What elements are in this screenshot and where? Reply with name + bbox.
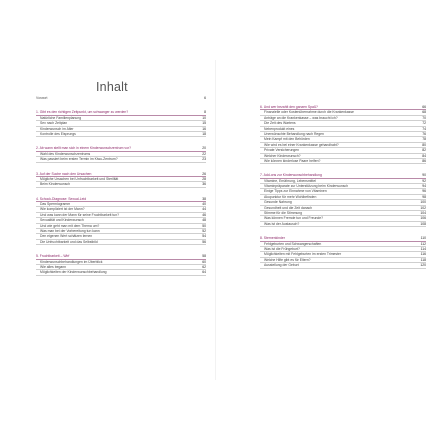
toc-entry-title: Was ist die Frühgeburt? (264, 246, 300, 251)
toc-page-number: 66 (422, 105, 426, 109)
toc-entry-title: Private Versicherungen (264, 148, 300, 153)
toc-entry-title: 2. Ab wann stellt man sich in einem Kinderwunschzentrum vor? (36, 146, 131, 151)
toc-entry-title: Wie alles begann (40, 264, 67, 269)
toc-entry-title: 6. Und wer bezahlt den ganzen Spaß? (260, 105, 318, 109)
toc-entry-title: 1. Gibt es den richtigen Zeitpunkt, um schwanger zu werden? (36, 110, 129, 115)
toc-page-number: 86 (422, 158, 426, 163)
toc-page-number: 10 (202, 115, 206, 120)
toc-page-number: 104 (420, 211, 426, 216)
toc-entry-title: Was passiert beim ersten Termin im Kiwu-Zentrum? (40, 157, 118, 162)
toc-page-number: 23 (202, 157, 206, 162)
toc-entry-title: Ausstellung der Geburt (264, 263, 299, 268)
toc-page-number: 94 (422, 184, 426, 189)
toc-entry-title: Den eigenen Wert schätzen lernen (40, 234, 93, 239)
toc-entry-title: Welcher Kinderwunsch? (264, 153, 301, 158)
toc-page-number: 108 (420, 221, 426, 226)
toc-page-number: 6 (204, 96, 206, 100)
toc-page-number: 84 (422, 153, 426, 158)
toc-page-number: 96 (422, 189, 426, 194)
toc-entry-title: 3. Auf der Suche nach den Ursachen (36, 171, 92, 176)
toc-page-number: 54 (202, 234, 206, 239)
toc-entry-title: Welche Hilfe gibt es für Eltern? (264, 257, 311, 262)
toc-page-number: 74 (422, 126, 426, 131)
toc-page-number: 92 (422, 178, 426, 183)
toc-page-number: 110 (420, 236, 426, 241)
toc-entry (36, 157, 206, 162)
toc-page-number: 48 (202, 218, 206, 223)
toc-entry-title: 5. Fruchtbarkeit – Wirf (36, 254, 70, 259)
toc-page-number: 76 (422, 131, 426, 136)
toc-page-number: 46 (202, 212, 206, 217)
toc-entry-title: Einige Tipps zur Einnahme von Vitaminen (264, 189, 327, 194)
toc-preface (36, 96, 206, 101)
toc-entry-title: 7. Add-ons zur Kinderwunschbehandlung (260, 173, 322, 178)
toc-page-number: 90 (422, 173, 426, 178)
toc-page-number: 20 (202, 146, 206, 151)
toc-entry-title: Vitamine, Ernährung, Lebensmittel (264, 178, 316, 183)
toc-entry (260, 263, 426, 268)
toc-entry-title: Und wie geht man mit dem Thema um? (40, 223, 100, 228)
toc-entry-title: Was man bei der Vorbereitung tun kann (40, 229, 100, 234)
toc-page-number: 116 (420, 252, 426, 257)
toc-page-number: 114 (420, 246, 426, 251)
toc-entry-title: Kinderwunsch im Alter (40, 126, 74, 131)
toc-page-number: 98 (422, 194, 426, 199)
toc-page-number: 112 (420, 241, 426, 246)
toc-page-number: 60 (202, 259, 206, 264)
toc-entry-title: Unerwünschte Behandlung nach Regen (264, 131, 324, 136)
toc-entry-title: Das Spermiogramm (40, 202, 71, 207)
toc-page-number: 106 (420, 216, 426, 221)
toc-page-number: 102 (420, 205, 426, 210)
toc-page-number: 52 (202, 229, 206, 234)
toc-entry-title: 8. Sternenkinder (260, 236, 285, 241)
toc-page-number: 28 (202, 176, 206, 181)
toc-entry-title: Was ist der Austausch? (264, 221, 300, 226)
toc-entry-title: Möglichkeiten mit Fehlgeburten im ersten Trimester (264, 252, 342, 257)
toc-page-number: 22 (202, 151, 206, 156)
toc-entry-title: Natürliche Familienplanung (40, 115, 82, 120)
toc-list-left (36, 96, 206, 276)
toc-page-number: 56 (202, 239, 206, 244)
toc-entry-title: Die Zeit des Wartens (264, 121, 296, 126)
toc-list-right (260, 96, 426, 269)
toc-entry-title: Wie können kinderlose Paare helfen? (264, 158, 321, 163)
toc-page-number: 40 (202, 202, 206, 207)
toc-page-number: 26 (202, 171, 206, 176)
toc-entry-title: Mögliche Ursachen bei Unfruchtbarkeit und Sterilität (40, 176, 119, 181)
toc-entry-title: Kontrolle des Eisprungs (40, 131, 76, 136)
toc-entry-title: Mein Kampf mit den Behörden (264, 137, 310, 142)
toc-page-number: 80 (422, 142, 426, 147)
toc-page-number: 50 (202, 223, 206, 228)
toc-entry-title: Was können Fremde tun und Freunde? (264, 216, 324, 221)
toc-page-number: 120 (420, 263, 426, 268)
toc-entry-title: Vorwort (36, 96, 48, 100)
toc-entry-title: Nebenprodukt eines (264, 126, 295, 131)
toc-entry (36, 182, 206, 187)
toc-entry (36, 132, 206, 137)
toc-page-number: 64 (202, 270, 206, 275)
toc-page-number: 72 (422, 121, 426, 126)
toc-entry-title: Möglichkeiten der Kinderwunschbehandlung (40, 270, 107, 275)
toc-entry-title: Die Unfruchtbarkeit und das Selbstbild (40, 239, 98, 244)
toc-page-number: 36 (202, 182, 206, 187)
toc-entry-title: Kinderwunschbehandlungen im Überblick (40, 259, 103, 264)
toc-entry (36, 270, 206, 275)
toc-page-number: 82 (422, 148, 426, 153)
toc-entry-title: Sex nach Zeitplan (40, 121, 68, 126)
toc-page-number: 118 (420, 257, 426, 262)
page-title: Inhalt (96, 80, 128, 94)
toc-page-number: 78 (422, 137, 426, 142)
toc-page-number: 15 (202, 121, 206, 126)
toc-entry (260, 159, 426, 164)
toc-entry-title: Wie kompliziert ist der Mann? (40, 207, 85, 212)
toc-entry-title: Finanzielle oder Kostenübernahme durch die Krankenkasse (264, 110, 354, 115)
toc-entry-title: Stimme für die Stimmung (264, 211, 303, 216)
toc-entry-title: Anträge an die Krankenkasse – was braucht ich? (264, 115, 338, 120)
toc-entry-title: Gesundheit und die Zeit danach (264, 205, 313, 210)
toc-entry (36, 240, 206, 245)
toc-page-number: 58 (202, 254, 206, 259)
toc-entry-title: Akupunktur für mehr Wohlbefinden (264, 194, 317, 199)
toc-entry-title: Fehlgeburten und Schwangerschaften (264, 241, 322, 246)
toc-entry-title: Sexualität und Kinderwunsch (40, 218, 84, 223)
toc-entry-title: Gesunde Nahrung (264, 200, 292, 205)
toc-page-number: 100 (420, 200, 426, 205)
toc-entry (260, 222, 426, 227)
toc-page-number: 16 (202, 126, 206, 131)
toc-page-number: 62 (202, 264, 206, 269)
toc-page-number: 70 (422, 115, 426, 120)
toc-entry-title: Wahl des Kinderwunschzentrums (40, 151, 91, 156)
toc-page-number: 8 (204, 110, 206, 115)
right-page (216, 0, 432, 432)
toc-entry-title: Und was kann der Mann für seine Fruchtbarkeit tun? (40, 212, 119, 217)
toc-entry-title: Wie wird es bei einer Krankenkasse gehandhabt? (264, 142, 339, 147)
toc-page-number: 44 (202, 207, 206, 212)
toc-entry-title: Vitaminpräparate zur Unterstützung beim Kinderwunsch (264, 184, 348, 189)
toc-page-number: 18 (202, 131, 206, 136)
toc-entry-title: Beim Kinderwunsch (40, 182, 70, 187)
toc-page-number: 68 (422, 110, 426, 115)
toc-entry-title: 4. Schock-Diagnose: Sexual-Leid (36, 196, 87, 201)
toc-page-number: 38 (202, 196, 206, 201)
